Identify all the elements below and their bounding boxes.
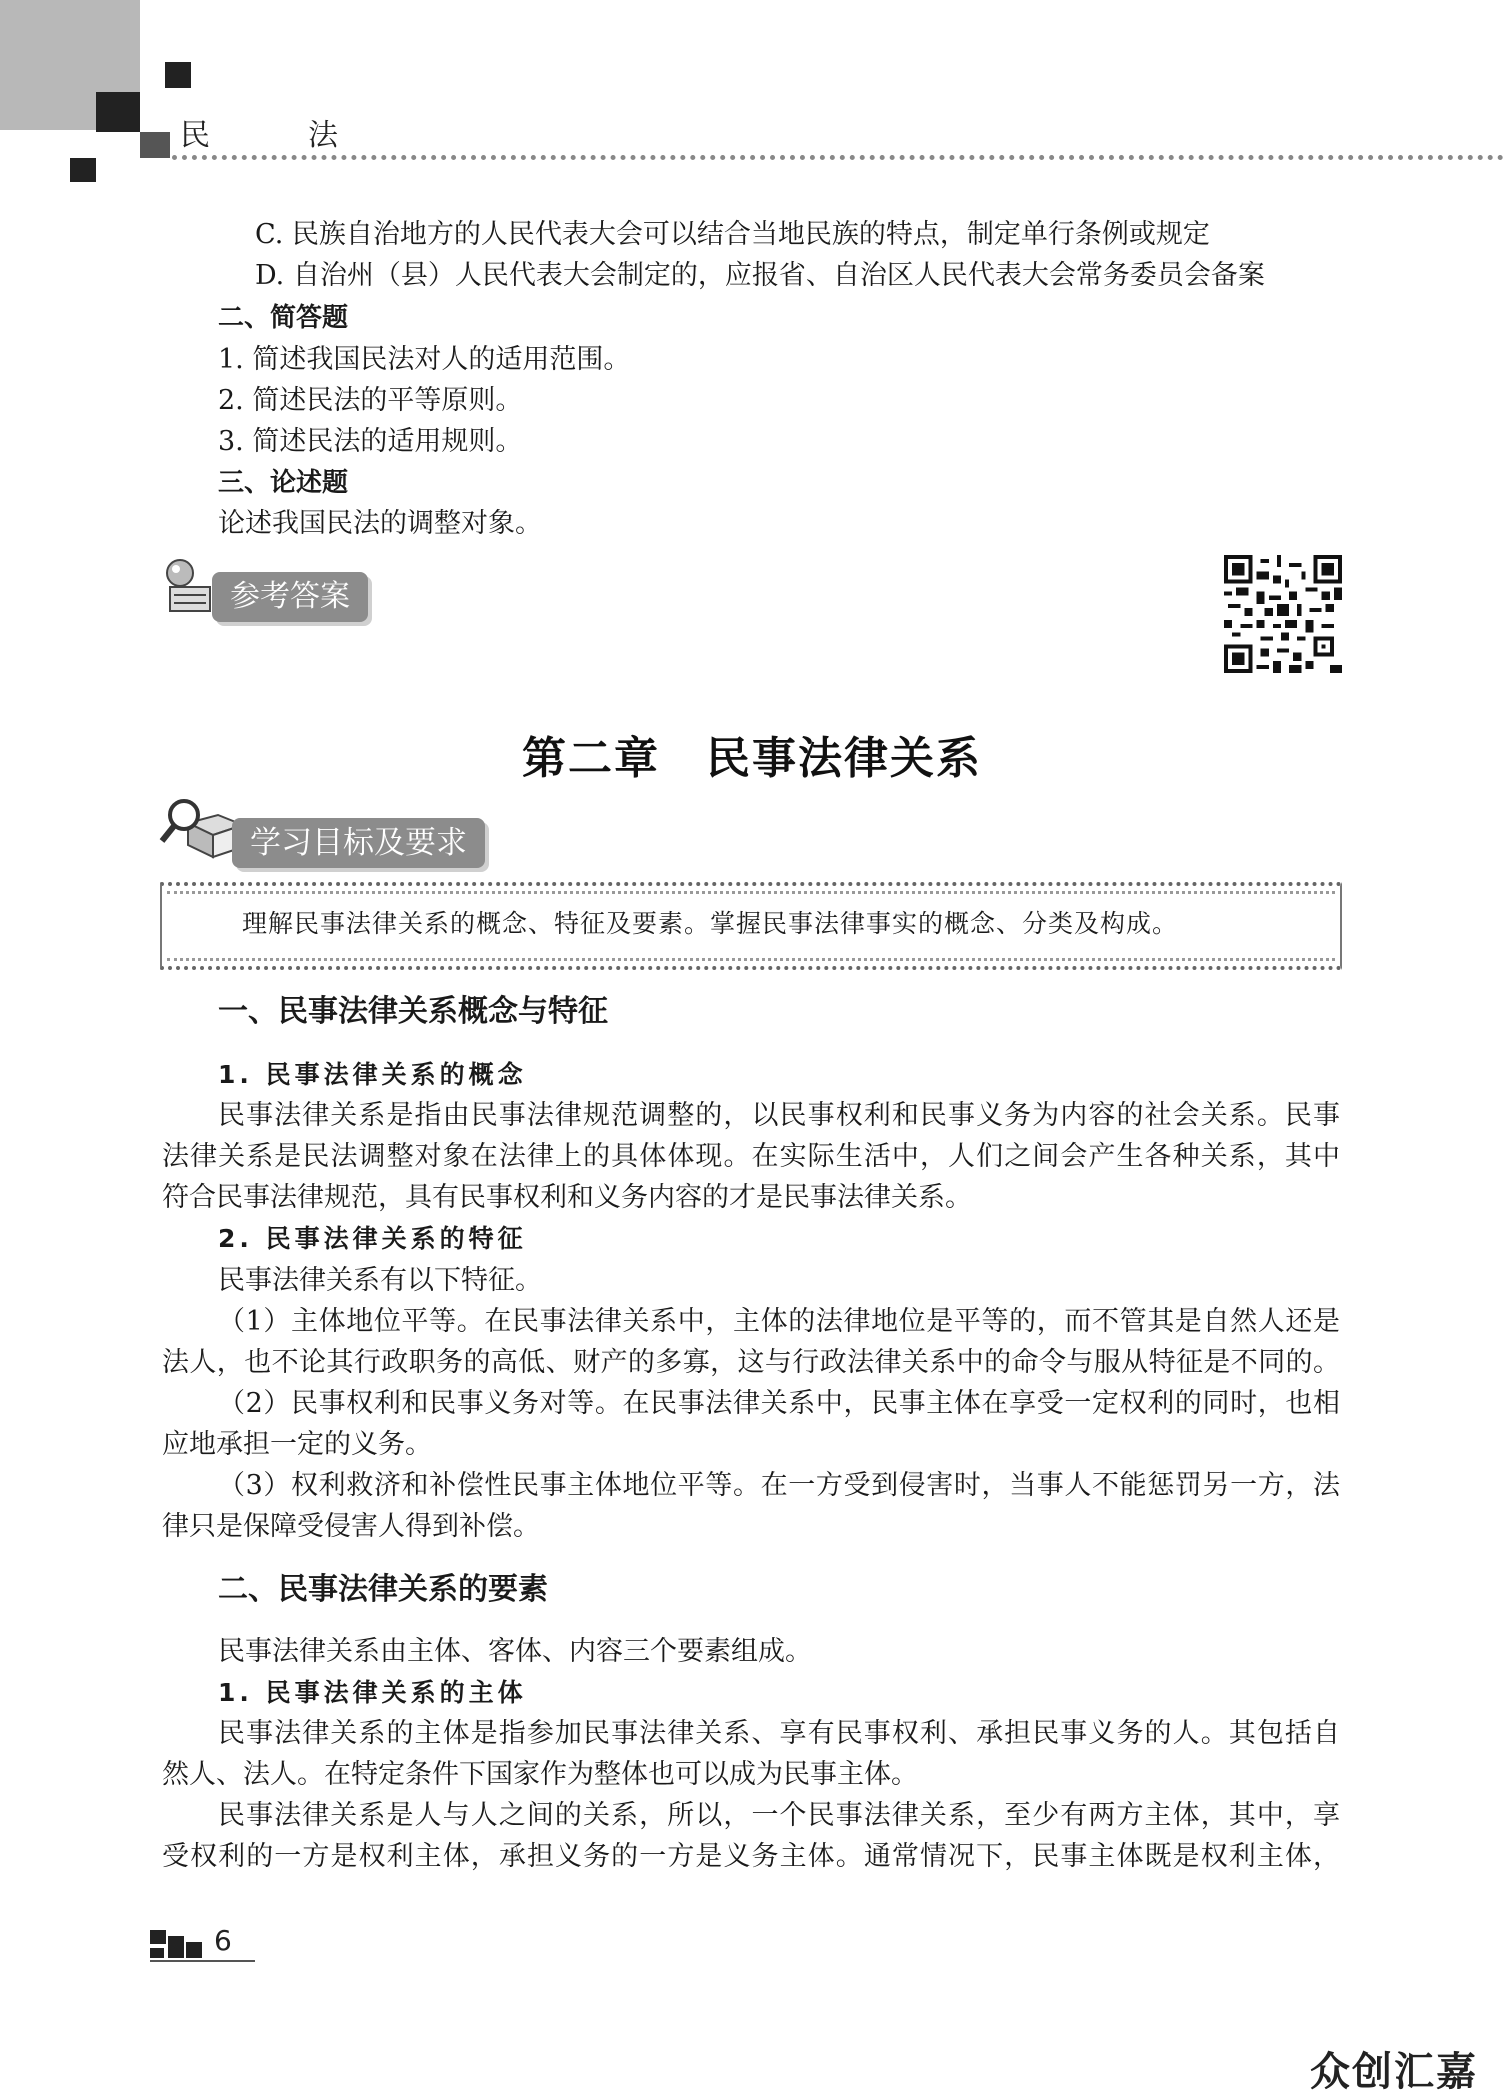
- section2-heading: 二、民事法律关系的要素: [218, 1572, 548, 1607]
- watermark: 众创汇嘉: [1310, 2049, 1478, 2095]
- footer-square: [150, 1930, 166, 1944]
- section1-heading: 一、民事法律关系概念与特征: [218, 994, 608, 1029]
- page-number-rule: [150, 1960, 255, 1962]
- section1-sub2-line: 律只是保障受侵害人得到补偿。: [162, 1511, 540, 1542]
- section2-line: 然人、法人。在特定条件下国家作为整体也可以成为民事主体。: [162, 1759, 918, 1790]
- objectives-box: [160, 882, 1342, 970]
- short-answer-item: 2. 简述民法的平等原则。: [218, 385, 523, 416]
- section1-sub1-line: 民事法律关系是指由民事法律规范调整的，以民事权利和民事义务为内容的社会关系。民事: [218, 1100, 1340, 1131]
- section1-sub2-line: 法人，也不论其行政职务的高低、财产的多寡，这与行政法律关系中的命令与服从特征是不同的。: [162, 1347, 1340, 1378]
- section1-sub2-line: （3）权利救济和补偿性民事主体地位平等。在一方受到侵害时，当事人不能惩罚另一方，法: [218, 1470, 1340, 1501]
- option-d: D. 自治州（县）人民代表大会制定的，应报省、自治区人民代表大会常务委员会备案: [255, 260, 1265, 291]
- header-square: [140, 132, 170, 158]
- section1-sub2-heading: 2. 民事法律关系的特征: [218, 1224, 527, 1253]
- page-number: 6: [214, 1924, 232, 1957]
- header-square: [165, 62, 191, 88]
- running-header-title: 民 法: [180, 118, 372, 153]
- section1-sub1-heading: 1. 民事法律关系的概念: [218, 1060, 527, 1089]
- short-answer-heading: 二、简答题: [218, 303, 349, 333]
- essay-item: 论述我国民法的调整对象。: [218, 508, 542, 539]
- answer-badge-icon: [160, 555, 220, 615]
- section1-sub2-intro: 民事法律关系有以下特征。: [218, 1265, 542, 1296]
- section1-sub2-line: 应地承担一定的义务。: [162, 1429, 432, 1460]
- section2-line: 民事法律关系的主体是指参加民事法律关系、享有民事权利、承担民事义务的人。其包括自: [218, 1718, 1340, 1749]
- option-c: C. 民族自治地方的人民代表大会可以结合当地民族的特点，制定单行条例或规定: [255, 219, 1210, 250]
- section2-sub1-heading: 1. 民事法律关系的主体: [218, 1678, 527, 1707]
- section2-line: 受权利的一方是权利主体，承担义务的一方是义务主体。通常情况下，民事主体既是权利主体，: [162, 1841, 1340, 1872]
- qr-code-icon[interactable]: [1224, 555, 1342, 673]
- essay-heading: 三、论述题: [218, 468, 349, 498]
- footer-square: [168, 1936, 184, 1958]
- objectives-text: 理解民事法律关系的概念、特征及要素。掌握民事法律事实的概念、分类及构成。: [242, 909, 1179, 938]
- section1-sub2-line: （2）民事权利和民事义务对等。在民事法律关系中，民事主体在享受一定权利的同时，也相: [218, 1388, 1340, 1419]
- footer-square: [186, 1942, 202, 1958]
- section1-sub1-line: 符合民事法律规范，具有民事权利和义务内容的才是民事法律关系。: [162, 1182, 972, 1213]
- objectives-badge[interactable]: 学习目标及要求: [232, 818, 485, 868]
- header-square: [70, 158, 96, 182]
- footer-square: [150, 1948, 164, 1958]
- header-dotted-rule: [172, 155, 1504, 160]
- header-square: [96, 92, 140, 132]
- short-answer-item: 1. 简述我国民法对人的适用范围。: [218, 344, 631, 375]
- section1-sub1-line: 法律关系是民法调整对象在法律上的具体体现。在实际生活中，人们之间会产生各种关系，其中: [162, 1141, 1340, 1172]
- chapter-title: 第二章 民事法律关系: [522, 733, 982, 784]
- section2-intro: 民事法律关系由主体、客体、内容三个要素组成。: [218, 1636, 812, 1667]
- section1-sub2-line: （1）主体地位平等。在民事法律关系中，主体的法律地位是平等的，而不管其是自然人还是: [218, 1306, 1340, 1337]
- answer-badge[interactable]: 参考答案: [212, 572, 368, 622]
- short-answer-item: 3. 简述民法的适用规则。: [218, 426, 523, 457]
- section2-line: 民事法律关系是人与人之间的关系，所以，一个民事法律关系，至少有两方主体，其中，享: [218, 1800, 1340, 1831]
